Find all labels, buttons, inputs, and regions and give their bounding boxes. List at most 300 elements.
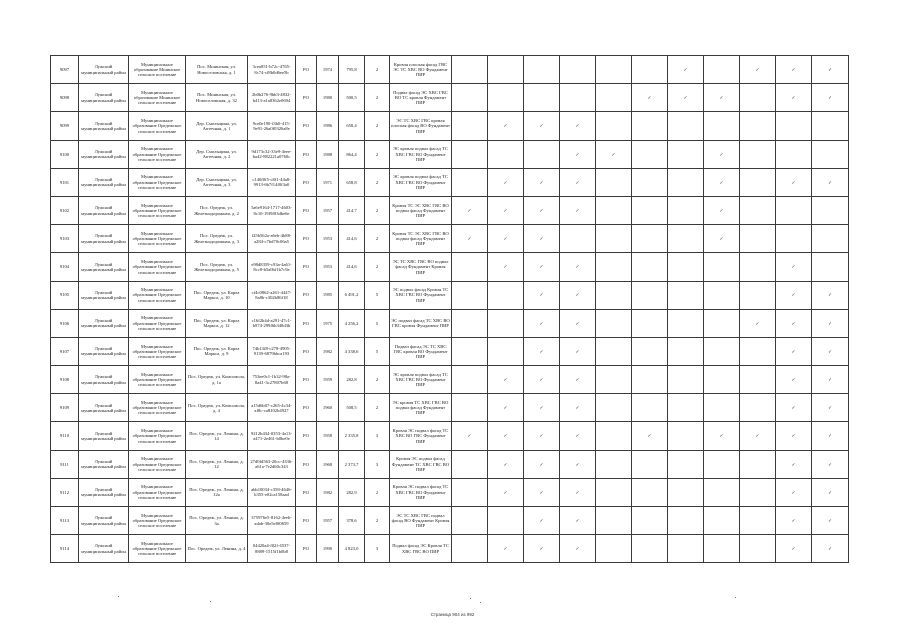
area-cell: 414,6 <box>339 225 365 253</box>
check-cell <box>488 196 524 224</box>
checkmark-icon: ✓ <box>539 292 544 298</box>
check-cell <box>668 422 704 450</box>
row-id: 9106 <box>51 309 79 337</box>
check-cell <box>776 281 812 309</box>
check-cell <box>488 253 524 281</box>
year-cell: 1960 <box>317 394 339 422</box>
check-cell <box>812 309 849 337</box>
row-id: 9099 <box>51 112 79 140</box>
checkmark-icon: ✓ <box>755 433 760 439</box>
check-cell <box>524 281 560 309</box>
check-cell <box>596 450 632 478</box>
row-id: 9104 <box>51 253 79 281</box>
check-cell <box>524 84 560 112</box>
municipality-cell: Муниципальное образование Оредежское сельское поселение <box>129 337 186 365</box>
check-cell <box>632 394 668 422</box>
work-types-cell: Подвал фасад ЭС ТС ХВС ГВС кровля ВО Фундамент ПИР <box>390 337 452 365</box>
row-id: 9112 <box>51 478 79 506</box>
area-cell: 378,6 <box>339 507 365 535</box>
check-cell <box>812 225 849 253</box>
row-id: 9100 <box>51 140 79 168</box>
year-cell: 1957 <box>317 196 339 224</box>
row-id: 9105 <box>51 281 79 309</box>
check-cell <box>740 281 776 309</box>
scan-speck <box>210 601 211 602</box>
municipality-cell: Муниципальное образование Оредежское сельское поселение <box>129 112 186 140</box>
check-cell <box>668 507 704 535</box>
check-cell <box>776 366 812 394</box>
checkmark-icon: ✓ <box>828 320 832 326</box>
check-cell <box>776 253 812 281</box>
table-row <box>51 56 849 84</box>
check-cell <box>740 112 776 140</box>
checkmark-icon: ✓ <box>791 433 796 439</box>
address-cell: Пос. Оредеж, ул. Ленина, д. 12 <box>186 450 248 478</box>
floors-cell: 2 <box>365 196 390 224</box>
check-cell <box>776 168 812 196</box>
check-cell <box>488 422 524 450</box>
table-row <box>51 394 849 422</box>
year-cell: 1982 <box>317 478 339 506</box>
district-cell: Лужский муниципальный район <box>79 422 129 450</box>
work-types-cell: ЭС кровля ТС ХВС ГВС ВО подвал фасад Фундамент ПИР <box>390 394 452 422</box>
check-cell <box>740 196 776 224</box>
checkmark-icon: ✓ <box>828 461 832 467</box>
district-cell: Лужский муниципальный район <box>79 225 129 253</box>
check-cell <box>776 112 812 140</box>
municipality-cell: Муниципальное образование Оредежское сельское поселение <box>129 507 186 535</box>
district-cell: Лужский муниципальный район <box>79 56 129 84</box>
checkmark-icon: ✓ <box>575 292 580 298</box>
address-cell: Пос. Оредеж, ул. Карла Маркса, д. 9 <box>186 337 248 365</box>
table-row <box>51 196 849 224</box>
check-cell <box>668 112 704 140</box>
municipality-cell: Муниципальное образование Оредежское сельское поселение <box>129 140 186 168</box>
check-cell <box>452 478 488 506</box>
check-cell <box>632 309 668 337</box>
check-cell <box>488 168 524 196</box>
check-cell <box>596 337 632 365</box>
checkmark-icon: ✓ <box>828 377 832 382</box>
type-cell: РО <box>296 168 317 196</box>
type-cell: РО <box>296 56 317 84</box>
address-cell: Дер. Смольщина, ул. Аптечная, д. 3 <box>186 168 248 196</box>
check-cell <box>812 56 849 84</box>
check-cell <box>632 225 668 253</box>
type-cell: РО <box>296 196 317 224</box>
check-cell <box>452 225 488 253</box>
check-cell <box>776 309 812 337</box>
check-cell <box>560 309 596 337</box>
check-cell <box>452 196 488 224</box>
checkmark-icon: ✓ <box>575 489 580 495</box>
checkmark-icon: ✓ <box>828 517 832 523</box>
floors-cell: 2 <box>365 140 390 168</box>
municipality-cell: Муниципальное образование Оредежское сельское поселение <box>129 196 186 224</box>
year-cell: 1982 <box>317 337 339 365</box>
check-cell <box>740 450 776 478</box>
row-id: 9110 <box>51 422 79 450</box>
municipality-cell: Муниципальное образование Оредежское сельское поселение <box>129 309 186 337</box>
check-cell <box>524 478 560 506</box>
floors-cell: 2 <box>365 366 390 394</box>
check-cell <box>596 253 632 281</box>
floors-cell: 5 <box>365 309 390 337</box>
check-cell <box>452 309 488 337</box>
check-cell <box>704 196 740 224</box>
table-row <box>51 253 849 281</box>
checkmark-icon: ✓ <box>791 377 796 382</box>
check-cell <box>488 394 524 422</box>
check-cell <box>668 366 704 394</box>
registry-rows <box>51 56 849 563</box>
row-id: 9101 <box>51 168 79 196</box>
checkmark-icon: ✓ <box>503 461 508 467</box>
check-cell <box>812 253 849 281</box>
check-cell <box>632 112 668 140</box>
checkmark-icon: ✓ <box>647 433 652 439</box>
type-cell: РО <box>296 507 317 535</box>
check-cell <box>452 450 488 478</box>
address-cell: Пос. Оредеж, ул. Карла Маркса, д. 10 <box>186 281 248 309</box>
check-cell <box>632 253 668 281</box>
check-cell <box>812 450 849 478</box>
checkmark-icon: ✓ <box>828 546 832 552</box>
check-cell <box>452 281 488 309</box>
floors-cell: 2 <box>365 507 390 535</box>
address-cell: Пос. Оредеж, ул. Комсомола, д. 4 <box>186 394 248 422</box>
checkmark-icon: ✓ <box>683 66 688 72</box>
check-cell <box>740 168 776 196</box>
check-cell <box>740 422 776 450</box>
floors-cell: 3 <box>365 422 390 450</box>
checkmark-icon: ✓ <box>539 377 544 382</box>
checkmark-icon: ✓ <box>467 236 472 242</box>
area-cell: 4 338,6 <box>339 337 365 365</box>
address-cell: Пос. Мшинская, ул. Новоселовская, д. 1 <box>186 56 248 84</box>
check-cell <box>632 196 668 224</box>
district-cell: Лужский муниципальный район <box>79 309 129 337</box>
check-cell <box>560 281 596 309</box>
check-cell <box>560 337 596 365</box>
check-cell <box>740 507 776 535</box>
table-row <box>51 225 849 253</box>
type-cell: РО <box>296 535 317 563</box>
guid-cell: 74b13f8-c278-4905-9139-6879bbca193 <box>248 337 296 365</box>
check-cell <box>812 366 849 394</box>
year-cell: 1957 <box>317 507 339 535</box>
check-cell <box>776 84 812 112</box>
checkmark-icon: ✓ <box>539 264 544 270</box>
address-cell: Пос. Оредеж, ул. Ленина, д. 4 <box>186 535 248 563</box>
check-cell <box>488 309 524 337</box>
checkmark-icon: ✓ <box>575 264 580 270</box>
address-cell: Пос. Оредеж, ул. Ленина, д. 12а <box>186 478 248 506</box>
checkmark-icon: ✓ <box>828 489 832 495</box>
guid-cell: 9212b434-0353-4a13-a471-2e461-b0be0e <box>248 422 296 450</box>
check-cell <box>668 450 704 478</box>
check-cell <box>452 112 488 140</box>
check-cell <box>704 281 740 309</box>
table-row <box>51 366 849 394</box>
guid-cell: c140f0f5-c8f1-44a8-9913-6b7f14f0f3a0 <box>248 168 296 196</box>
check-cell <box>704 478 740 506</box>
check-cell <box>668 168 704 196</box>
check-cell <box>740 253 776 281</box>
checkmark-icon: ✓ <box>755 66 760 72</box>
table-row <box>51 450 849 478</box>
checkmark-icon: ✓ <box>683 95 688 101</box>
check-cell <box>596 394 632 422</box>
check-cell <box>488 56 524 84</box>
address-cell: Пос. Оредеж, ул. Железнодорожная, д. 3 <box>186 225 248 253</box>
check-cell <box>812 337 849 365</box>
check-cell <box>776 422 812 450</box>
check-cell <box>560 196 596 224</box>
year-cell: 1971 <box>317 168 339 196</box>
check-cell <box>452 140 488 168</box>
work-types-cell: ЭС ТС ХВС ГВС ВО подвал фасад Фундамент Кровля ПИР <box>390 253 452 281</box>
checkmark-icon: ✓ <box>539 405 544 411</box>
check-cell <box>452 337 488 365</box>
check-cell <box>560 366 596 394</box>
guid-cell: 375976e5-8162-4eeb-adab-30e5e8f0659 <box>248 507 296 535</box>
address-cell: Пос. Оредеж, ул. Железнодорожная, д. 5 <box>186 253 248 281</box>
checkmark-icon: ✓ <box>467 207 472 213</box>
check-cell <box>524 253 560 281</box>
check-cell <box>488 450 524 478</box>
checkmark-icon: ✓ <box>503 433 508 439</box>
type-cell: РО <box>296 225 317 253</box>
work-types-cell: Кровля ЭС подвал фасад ТС ХВС ГВС ВО Фундамент ПИР <box>390 478 452 506</box>
municipality-cell: Муниципальное образование Оредежское сельское поселение <box>129 422 186 450</box>
checkmark-icon: ✓ <box>791 66 796 72</box>
check-cell <box>704 84 740 112</box>
check-cell <box>596 507 632 535</box>
district-cell: Лужский муниципальный район <box>79 450 129 478</box>
checkmark-icon: ✓ <box>575 151 580 157</box>
checkmark-icon: ✓ <box>791 348 796 354</box>
year-cell: 1988 <box>317 140 339 168</box>
checkmark-icon: ✓ <box>791 179 796 185</box>
district-cell: Лужский муниципальный район <box>79 253 129 281</box>
year-cell: 1958 <box>317 422 339 450</box>
district-cell: Лужский муниципальный район <box>79 196 129 224</box>
district-cell: Лужский муниципальный район <box>79 84 129 112</box>
checkmark-icon: ✓ <box>503 377 508 382</box>
check-cell <box>524 196 560 224</box>
type-cell: РО <box>296 253 317 281</box>
check-cell <box>452 394 488 422</box>
district-cell: Лужский муниципальный район <box>79 394 129 422</box>
check-cell <box>776 140 812 168</box>
guid-cell: f25b562a-a6eb-4b88-a284-c7bd70c06a5 <box>248 225 296 253</box>
check-cell <box>668 253 704 281</box>
check-cell <box>452 366 488 394</box>
check-cell <box>812 84 849 112</box>
check-cell <box>740 225 776 253</box>
check-cell <box>560 253 596 281</box>
work-types-cell: Кровля ЭС подвал фасад Фундамент ТС ХВС ГВС ВО ПИР <box>390 450 452 478</box>
check-cell <box>560 84 596 112</box>
check-cell <box>452 507 488 535</box>
checkmark-icon: ✓ <box>828 179 832 185</box>
check-cell <box>776 337 812 365</box>
work-types-cell: Кровля ТС ЭС ХВС ГВС ВО подвал фасад Фундамент ПИР <box>390 225 452 253</box>
check-cell <box>704 168 740 196</box>
checkmark-icon: ✓ <box>539 179 544 185</box>
checkmark-icon: ✓ <box>539 236 544 242</box>
check-cell <box>704 450 740 478</box>
address-cell: Пос. Оредеж, ул. Карла Маркса, д. 12 <box>186 309 248 337</box>
checkmark-icon: ✓ <box>828 95 832 101</box>
address-cell: Дер. Смольщина, ул. Аптечная, д. 2 <box>186 140 248 168</box>
district-cell: Лужский муниципальный район <box>79 478 129 506</box>
municipality-cell: Муниципальное образование Оредежское сельское поселение <box>129 225 186 253</box>
guid-cell: a15d6b07-c265-4c34-af8c-ca8102b4927 <box>248 394 296 422</box>
check-cell <box>596 168 632 196</box>
year-cell: 1968 <box>317 450 339 478</box>
checkmark-icon: ✓ <box>503 207 508 213</box>
checkmark-icon: ✓ <box>828 348 832 354</box>
check-cell <box>704 366 740 394</box>
municipality-cell: Муниципальное образование Оредежское сельское поселение <box>129 478 186 506</box>
floors-cell: 2 <box>365 84 390 112</box>
guid-cell: 9ce0e190-f3b0-415-9e91-26a0f0326a8e <box>248 112 296 140</box>
checkmark-icon: ✓ <box>791 546 796 552</box>
work-types-cell: ЭС ТС ХВС ГВС кровля плоская фасад ВО Фундамент ПИР <box>390 112 452 140</box>
check-cell <box>812 507 849 535</box>
check-cell <box>632 337 668 365</box>
table-row <box>51 507 849 535</box>
checkmark-icon: ✓ <box>503 489 508 495</box>
year-cell: 1975 <box>317 309 339 337</box>
floors-cell: 3 <box>365 450 390 478</box>
check-cell <box>668 478 704 506</box>
checkmark-icon: ✓ <box>719 236 724 242</box>
table-row <box>51 140 849 168</box>
check-cell <box>668 196 704 224</box>
check-cell <box>704 535 740 563</box>
work-types-cell: Кровля плоская фасад ГВС ЭС ТС ХВС ВО Фундамент ПИР <box>390 56 452 84</box>
row-id: 9114 <box>51 535 79 563</box>
table-row <box>51 112 849 140</box>
check-cell <box>740 394 776 422</box>
check-cell <box>560 140 596 168</box>
checkmark-icon: ✓ <box>575 546 580 552</box>
check-cell <box>740 56 776 84</box>
check-cell <box>560 112 596 140</box>
work-types-cell: ЭС кровля подвал фасад ТС ХВС ГВС ВО Фундамент ПИР <box>390 140 452 168</box>
check-cell <box>776 478 812 506</box>
checkmark-icon: ✓ <box>611 151 616 157</box>
check-cell <box>524 112 560 140</box>
check-cell <box>632 168 668 196</box>
floors-cell: 5 <box>365 281 390 309</box>
table-row <box>51 337 849 365</box>
check-cell <box>524 309 560 337</box>
check-cell <box>560 56 596 84</box>
year-cell: 1974 <box>317 56 339 84</box>
address-cell: Пос. Оредеж, ул. Ленина, д. 14 <box>186 422 248 450</box>
check-cell <box>668 140 704 168</box>
type-cell: РО <box>296 140 317 168</box>
checkmark-icon: ✓ <box>719 207 724 213</box>
check-cell <box>776 196 812 224</box>
checkmark-icon: ✓ <box>539 489 544 495</box>
area-cell: 414,6 <box>339 253 365 281</box>
district-cell: Лужский муниципальный район <box>79 507 129 535</box>
check-cell <box>812 422 849 450</box>
address-cell: Пос. Мшинская, ул. Новоселовская, д. 32 <box>186 84 248 112</box>
checkmark-icon: ✓ <box>575 405 580 411</box>
area-cell: 795,8 <box>339 56 365 84</box>
work-types-cell: ЭС кровля подвал фасад ТС ХВС ГВС ВО Фундамент ПИР <box>390 366 452 394</box>
check-cell <box>524 450 560 478</box>
area-cell: 658,8 <box>339 168 365 196</box>
floors-cell: 2 <box>365 478 390 506</box>
type-cell: РО <box>296 84 317 112</box>
check-cell <box>488 281 524 309</box>
type-cell: РО <box>296 394 317 422</box>
year-cell: 1953 <box>317 253 339 281</box>
work-types-cell: Подвал фасад ЭС ХВС ГВС ВО ТС кровля Фундамент ПИР <box>390 84 452 112</box>
checkmark-icon: ✓ <box>539 207 544 213</box>
checkmark-icon: ✓ <box>719 179 724 185</box>
municipality-cell: Муниципальное образование Оредежское сельское поселение <box>129 168 186 196</box>
check-cell <box>596 422 632 450</box>
municipality-cell: Муниципальное образование Оредежское сельское поселение <box>129 366 186 394</box>
work-types-cell: Кровля ЭС подвал фасад ТС ХВС ВО ГВС Фундамент ПИР <box>390 422 452 450</box>
checkmark-icon: ✓ <box>539 320 544 326</box>
check-cell <box>704 140 740 168</box>
check-cell <box>740 309 776 337</box>
municipality-cell: Муниципальное образование Оредежское сельское поселение <box>129 450 186 478</box>
year-cell: 1953 <box>317 225 339 253</box>
check-cell <box>740 337 776 365</box>
type-cell: РО <box>296 450 317 478</box>
check-cell <box>560 535 596 563</box>
address-cell: Пос. Оредеж, ул. Ленина, д. 3а <box>186 507 248 535</box>
check-cell <box>524 168 560 196</box>
work-types-cell: ЭС кровля подвал фасад ТС ХВС ГВС ВО Фундамент ПИР <box>390 168 452 196</box>
area-cell: 4 256,2 <box>339 309 365 337</box>
check-cell <box>560 168 596 196</box>
area-cell: 2 373,7 <box>339 450 365 478</box>
check-cell <box>596 535 632 563</box>
check-cell <box>632 535 668 563</box>
floors-cell: 2 <box>365 394 390 422</box>
type-cell: РО <box>296 422 317 450</box>
checkmark-icon: ✓ <box>575 517 580 523</box>
municipality-cell: Муниципальное образование Мшинское сельское поселение <box>129 84 186 112</box>
row-id: 9113 <box>51 507 79 535</box>
checkmark-icon: ✓ <box>575 433 580 439</box>
check-cell <box>632 422 668 450</box>
table-row <box>51 535 849 563</box>
check-cell <box>524 337 560 365</box>
municipality-cell: Муниципальное образование Оредежское сельское поселение <box>129 535 186 563</box>
area-cell: 2 335,8 <box>339 422 365 450</box>
check-cell <box>704 422 740 450</box>
check-cell <box>668 394 704 422</box>
check-cell <box>740 366 776 394</box>
check-cell <box>524 140 560 168</box>
address-cell: Пос. Оредеж, ул. Железнодорожная, д. 2 <box>186 196 248 224</box>
year-cell: 1986 <box>317 112 339 140</box>
check-cell <box>776 225 812 253</box>
area-cell: 282,9 <box>339 478 365 506</box>
